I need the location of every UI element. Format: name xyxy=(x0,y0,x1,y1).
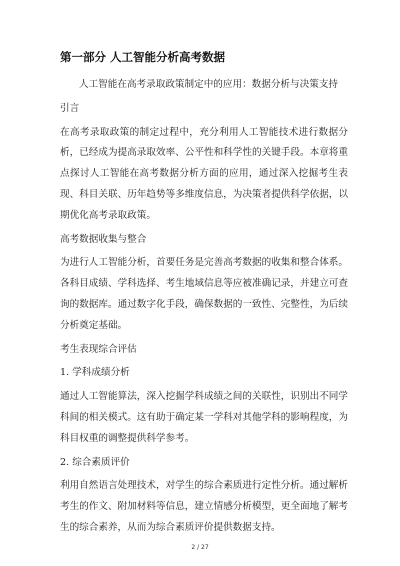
heading-subject-score-analysis: 1. 学科成绩分析 xyxy=(60,367,130,379)
paragraph-introduction: 在高考录取政策的制定过程中，充分利用人工智能技术进行数据分析，已经成为提高录取效率、公平性和科学性的关键手段。本章将重点探讨人工智能在高考数据分析方面的应用，通过深入挖掘考生表现、科目关联、历年趋势等多维度信息，为决策者提供科学依据，以期优化高考录取政策。 xyxy=(60,126,348,221)
page-number: 2 / 27 xyxy=(191,544,209,551)
document-body xyxy=(60,49,348,542)
section-title: 第一部分 人工智能分析高考数据 xyxy=(60,50,226,64)
paragraph-subtitle: 人工智能在高考录取政策制定中的应用：数据分析与决策支持 xyxy=(79,79,339,90)
heading-comprehensive-quality: 2. 综合素质评价 xyxy=(60,456,130,468)
paragraph-data-collection: 为进行人工智能分析，首要任务是完善高考数据的收集和整合体系。各科目成绩、学科选择、考生地域信息等应被准确记录，并建立可查询的数据库。通过数字化手段，确保数据的一致性、完整性，为后续分析奠定基础。 xyxy=(60,257,348,331)
paragraph-subject-score-analysis: 通过人工智能算法，深入挖掘学科成绩之间的关联性，识别出不同学科间的相关模式。这有助于确定某一学科对其他学科的影响程度，为科目权重的调整提供科学参考。 xyxy=(60,391,348,444)
heading-data-collection: 高考数据收集与整合 xyxy=(60,233,147,245)
heading-performance-evaluation: 考生表现综合评估 xyxy=(60,343,137,355)
paragraph-comprehensive-quality: 利用自然语言处理技术，对学生的综合素质进行定性分析。通过解析考生的作文、附加材料等信息，建立情感分析模型，更全面地了解考生的综合素养，从而为综合素质评价提供数据支持。 xyxy=(60,480,348,533)
heading-introduction: 引言 xyxy=(60,102,80,114)
